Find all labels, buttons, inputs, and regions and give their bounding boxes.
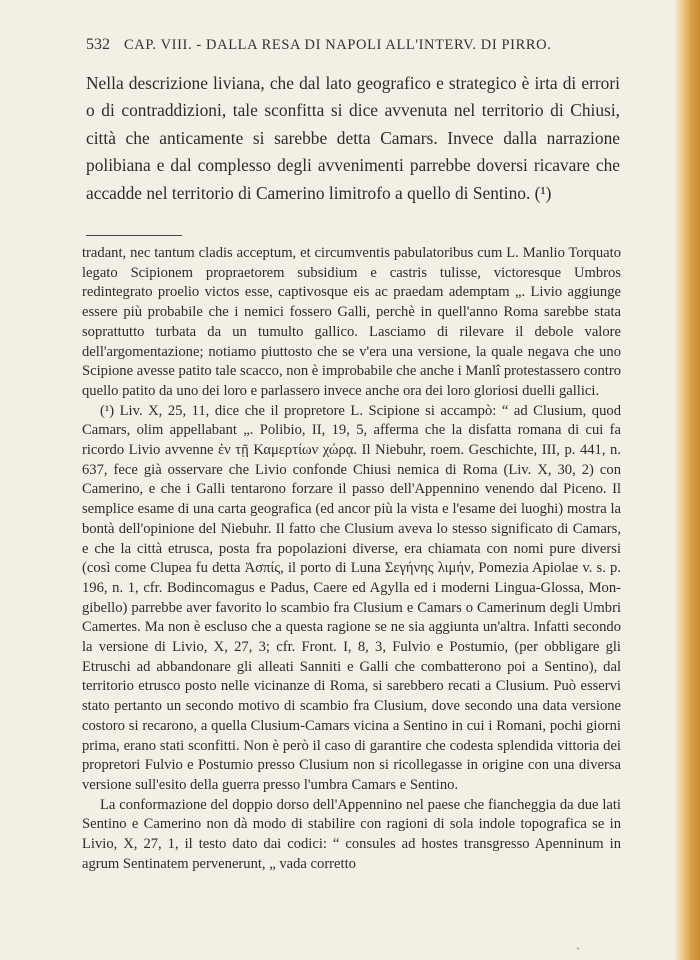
running-header xyxy=(86,36,626,54)
running-title: CAP. VIII. - DALLA RESA DI NAPOLI ALL'INTERV. DI PIRRO. xyxy=(124,37,552,53)
corner-mark: ˎ xyxy=(576,936,580,950)
footnote-1: (¹) Liv. X, 25, 11, dice che il propretore L. Scipione si accampò: “ ad Clusium, quod Camars, olim appellabant „. Polibio, II, 19, 5, afferma che la disfatta romana di cui fa ricordo Livio avvenne ἐν τῇ Καμερτίων χώρᾳ. Il Niebuhr, roem. Geschichte, III, p. 441, n. 637, fece già osservare che Livio confonde Chiusi nemica di Roma (Liv. X, 30, 2) con Camerino, e che i Galli tentarono forzare il passo dell'Appennino venendo dal Piceno. Il semplice esame di una carta geografica (ed ancor più la vista e l'esame dei luoghi) mostra la bontà dell'opinione del Niebuhr. Il fatto che Clusium aveva lo stesso significato di Camars, e che la città etrusca, posta fra popolazioni diverse, era chiamata con nomi pure diversi (così come Clupea fu detta Ἀσπίς, il porto di Luna Σεγήνης λιμήν, Pomezia Apiolae v. s. p. 196, n. 1, cfr. Bodincomagus e Padus, Caere ed Agylla ed i moderni Lingua-Glossa, Mon-gibello) parrebbe aver favorito lo scambio fra Clusium e Camars o Camerinum degli Umbri Camertes. Ma non è escluso che a questa ragione se ne sia aggiunta un'altra. Infatti secondo la versione di Livio, X, 27, 3; cfr. Front. I, 8, 3, Fulvio e Postumio, (per obbligare gli Etruschi ad abbandonare gli alleati Sanniti e Galli che combatterono poi a Sentino), dal territorio etrusco posto nelle vicinanze di Roma, si sarebbero recati a Clusium. Può esservi stato pertanto un secondo motivo di scambio fra Clusium, dove secondo una data versione costoro si recarono, a quella Clusium-Camars vicina a Sentino in cui i Romani, pochi giorni prima, erano stati sconfitti. Non è però il caso di garantire che codesta splendida vittoria dei propretori Fulvio e Postumio presso Clusium non si ricollegasse in origine con una diversa versione sull'esito della guerra presso l'umbra Camars e Sentino. xyxy=(82,402,621,793)
footnote-paragraph: La conformazione del doppio dorso dell'Appennino nel paese che fiancheggia da due lati Sentino e Camerino non dà modo di stabilire con ragioni di sola indole topografica se in Livio, X, 27, 1, il testo dato dai codici: “ consules ad hostes transgresso Apenninum in agrum Sentinatem pervenerunt, „ vada corretto xyxy=(82,796,621,872)
footnote-continuation: tradant, nec tantum cladis acceptum, et circumventis pabulatoribus cum L. Manlio Torquato legato Scipionem propraetorem subsidium e castris tulisse, victoresque Umbros redintegrato proelio victos esse, captivosque eis ac praedam ademptam „. Livio aggiunge essere più probabile che i nemici fossero Galli, perchè in quell'anno Roma sarebbe stata soprattutto turbata da un tumulto gallico. Lasciamo di rilevare il debole valore dell'argomentazione; notiamo piuttosto che se v'era una versione, la quale negava che uno Scipione avesse patito tale scacco, non è improbabile che anche i Manlî protestassero contro quello patito da uno dei loro e parlassero invece anche ora dei loro gloriosi duelli gallici. xyxy=(82,245,621,399)
main-paragraph: Nella descrizione liviana, che dal lato geografico e strategico è irta di errori o di contraddizioni, tale sconfitta si dice avvenuta nel territorio di Chiusi, città che anticamente si sarebbe detta Camars. Invece dalla narrazione polibiana e dal complesso degli avvenimenti parrebbe doversi ricavare che accadde nel territorio di Camerino limitrofo a quello di Sentino. (¹) xyxy=(86,73,620,203)
page-edge-shadow xyxy=(674,0,700,960)
footnote-separator xyxy=(86,235,182,236)
main-text xyxy=(86,70,620,207)
page-number: 532 xyxy=(86,36,110,53)
footnotes xyxy=(82,244,621,875)
